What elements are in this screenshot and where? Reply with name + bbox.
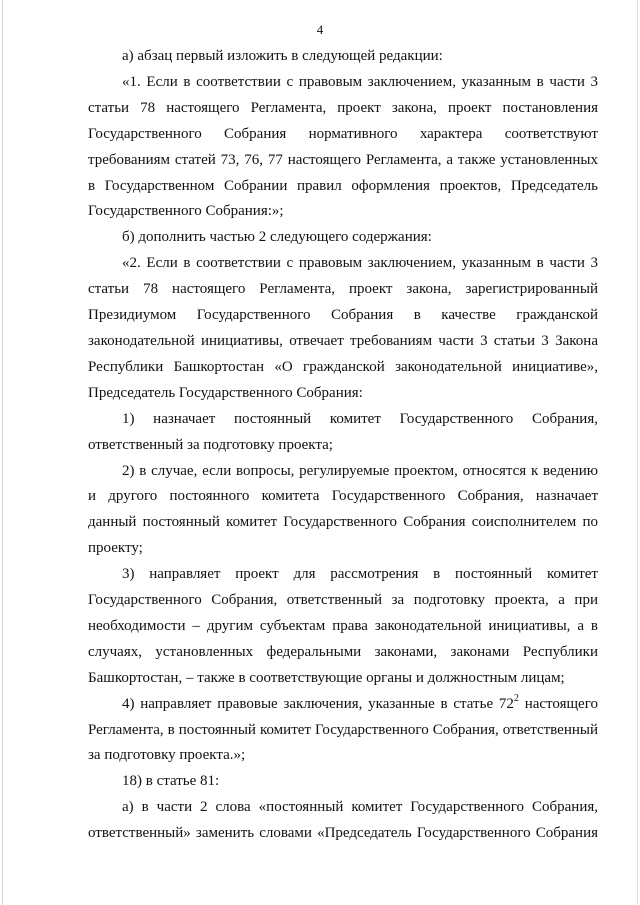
list-item-4 <box>88 692 598 770</box>
list-item-2: 2) в случае, если вопросы, регулируемые проектом, относятся к ведению и другого постоянного комитета Государственного Собрания, назначает данный постоянный комитет Государственного Собрания соисполнителем по проекту; <box>88 462 598 557</box>
article-superscript: 2 <box>513 692 519 704</box>
paragraph-edit-instruction-b: б) дополнить частью 2 следующего содержания: <box>122 229 432 246</box>
page-number: 4 <box>316 22 324 37</box>
document-body <box>88 44 598 847</box>
list-item-4-text-after: настоящего Регламента, в постоянный комитет Государственного Собрания, ответственный за подготовку проекта.»; <box>88 695 598 764</box>
list-item-1: 1) назначает постоянный комитет Государственного Собрания, ответственный за подготовку проекта; <box>88 410 598 453</box>
paragraph-article-81-heading: 18) в статье 81: <box>122 773 220 790</box>
scan-edge-left <box>2 0 3 905</box>
paragraph-part-1-text: «1. Если в соответствии с правовым заключением, указанным в части 3 статьи 78 настоящего Регламента, проект закона, проект постановления Государственного Собрания нормативного характера соответствуют требованиям статей 73, 76, 77 настоящего Регламента, а также установленных в Государственном Собрании правил оформления проектов, Председатель Государственного Собрания:»; <box>88 73 598 220</box>
paragraph-article-81-edit-a: а) в части 2 слова «постоянный комитет Государственного Собрания, ответственный» заменить словами «Председатель Государственного Собрания <box>88 799 598 842</box>
paragraph-edit-instruction-a: а) абзац первый изложить в следующей редакции: <box>122 48 443 64</box>
list-item-3: 3) направляет проект для рассмотрения в постоянный комитет Государственного Собрания, ответственный за подготовку проекта, а при необходимости – другим субъектам права законодательной инициативы, а в случаях, установленных федеральными законами, законами Республики Башкортостан, – также в соответствующие органы и должностным лицам; <box>88 566 598 686</box>
paragraph-part-2-text: «2. Если в соответствии с правовым заключением, указанным в части 3 статьи 78 настоящего Регламента, проект закона, зарегистрированный Президиумом Государственного Собрания в качестве гражданской законодательной инициативы, отвечает требованиям части 3 статьи 3 Закона Республики Башкортостан «О гражданской законодательной инициативе», Председатель Государственного Собрания: <box>88 255 598 401</box>
list-item-4-text-before: 4) направляет правовые заключения, указанные в статье 72 <box>122 695 514 712</box>
scan-edge-right <box>637 0 638 905</box>
